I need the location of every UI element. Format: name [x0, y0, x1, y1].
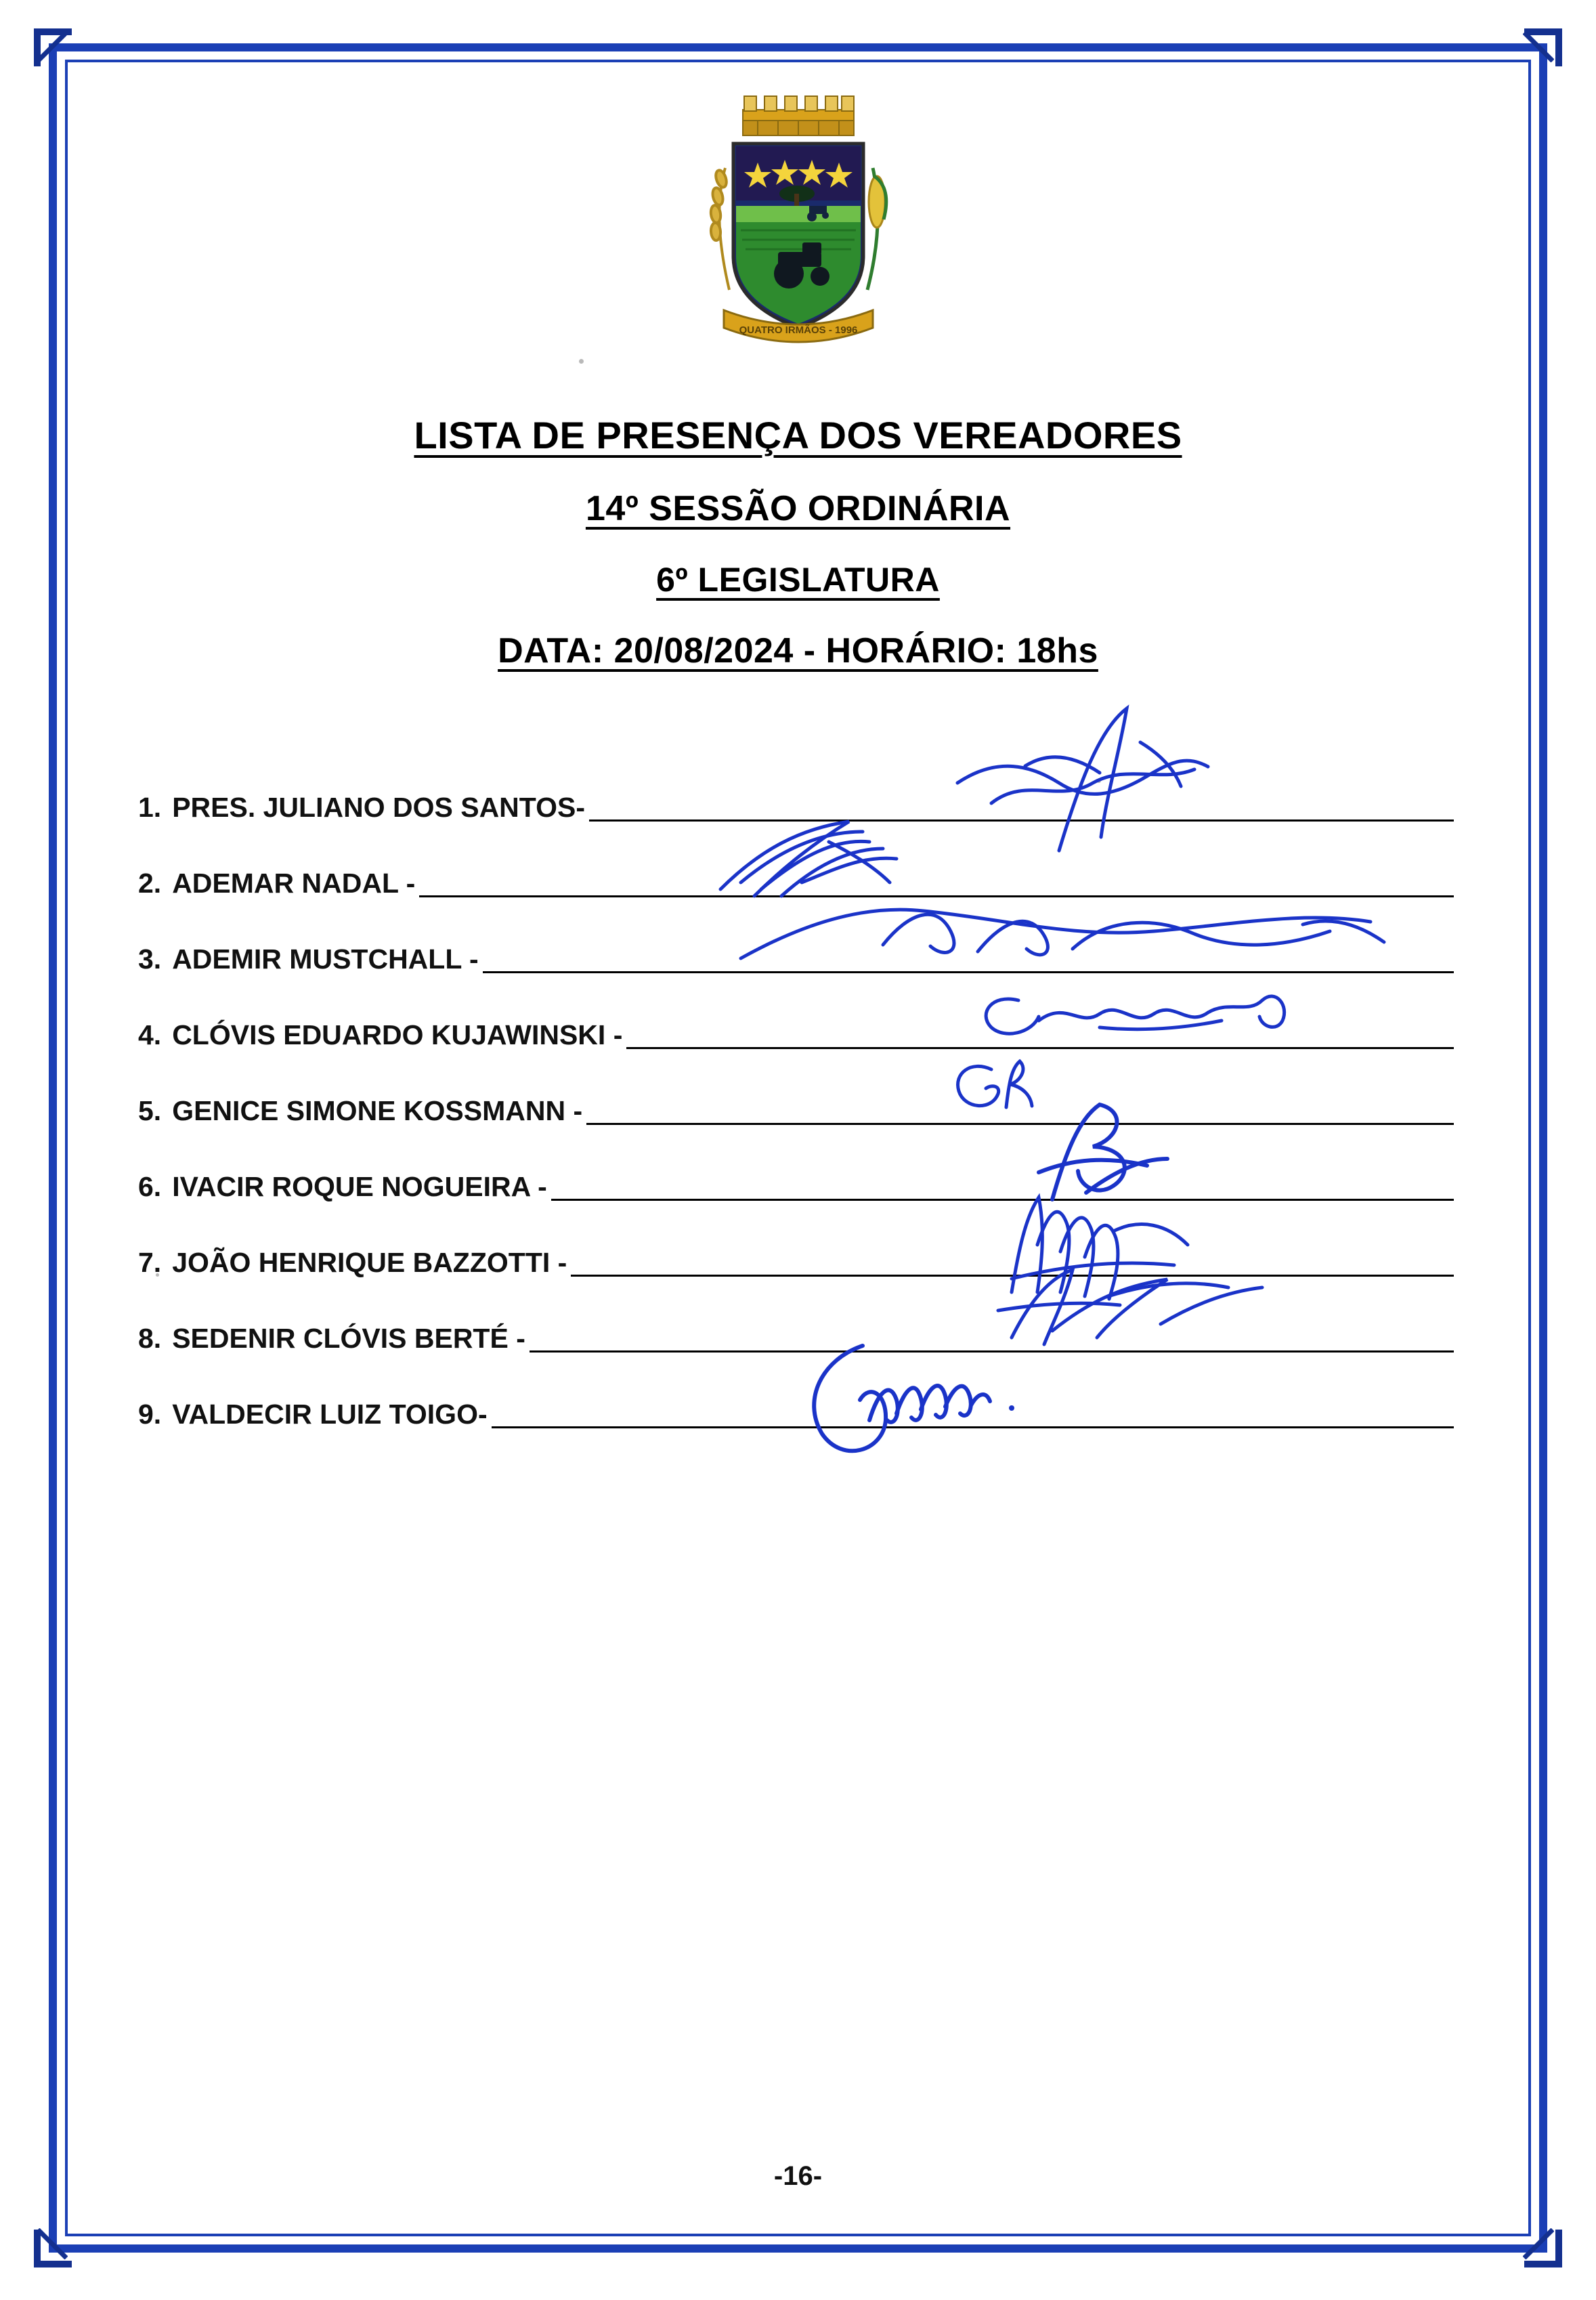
crest-container — [102, 87, 1494, 378]
signature-line[interactable] — [589, 819, 1454, 822]
attendance-row — [138, 1056, 1454, 1132]
attendance-row — [138, 1359, 1454, 1435]
coat-of-arms-icon — [676, 87, 920, 378]
attendee-number: 1. — [138, 792, 162, 823]
document-content — [102, 74, 1494, 2219]
attendance-list — [102, 752, 1494, 1435]
page-title: LISTA DE PRESENÇA DOS VEREADORES — [414, 414, 1182, 456]
attendee-number: 8. — [138, 1323, 162, 1354]
attendee-number: 3. — [138, 943, 162, 975]
attendee-number: 5. — [138, 1095, 162, 1126]
signature-line[interactable] — [530, 1350, 1454, 1353]
page-number: -16- — [773, 2161, 823, 2191]
attendance-row — [138, 980, 1454, 1056]
corner-ornament-bottom-right — [1520, 2226, 1562, 2267]
attendee-name: CLÓVIS EDUARDO KUJAWINSKI - — [172, 1019, 623, 1050]
crest-motto: QUATRO IRMÃOS - 1996 — [739, 324, 857, 336]
date-time-subtitle: DATA: 20/08/2024 - HORÁRIO: 18hs — [498, 631, 1098, 670]
attendee-name: SEDENIR CLÓVIS BERTÉ - — [172, 1323, 525, 1354]
signature-mark — [964, 973, 1330, 1055]
signature-mark — [944, 1049, 1093, 1124]
signature-line[interactable] — [492, 1426, 1454, 1428]
signature-line[interactable] — [419, 895, 1454, 897]
attendee-number: 2. — [138, 868, 162, 899]
attendee-name: PRES. JULIANO DOS SANTOS- — [172, 792, 585, 823]
attendee-name: IVACIR ROQUE NOGUEIRA - — [172, 1171, 547, 1202]
corner-ornament-top-left — [34, 28, 76, 70]
attendance-row — [138, 904, 1454, 980]
corner-diagonal-icon — [1523, 2228, 1554, 2259]
attendee-number: 9. — [138, 1399, 162, 1430]
attendee-name: JOÃO HENRIQUE BAZZOTTI - — [172, 1247, 567, 1278]
document-titles — [102, 413, 1494, 702]
signature-line[interactable] — [571, 1274, 1454, 1277]
attendance-row — [138, 828, 1454, 904]
attendee-name: ADEMIR MUSTCHALL - — [172, 943, 479, 975]
corner-ornament-bottom-left — [34, 2226, 76, 2267]
attendee-number: 7. — [138, 1247, 162, 1278]
signature-line[interactable] — [483, 971, 1454, 973]
corner-diagonal-icon — [37, 2228, 68, 2259]
session-subtitle: 14º SESSÃO ORDINÁRIA — [585, 489, 1011, 528]
attendee-number: 4. — [138, 1019, 162, 1050]
attendance-row — [138, 1208, 1454, 1283]
signature-line[interactable] — [626, 1046, 1454, 1049]
corner-diagonal-icon — [37, 31, 68, 62]
legislature-subtitle: 6º LEGISLATURA — [656, 561, 940, 599]
signature-line[interactable] — [586, 1122, 1454, 1125]
corner-diagonal-icon — [1523, 31, 1554, 62]
signature-line[interactable] — [551, 1198, 1454, 1201]
attendance-row — [138, 752, 1454, 828]
attendee-number: 6. — [138, 1171, 162, 1202]
attendee-name: VALDECIR LUIZ TOIGO- — [172, 1399, 488, 1430]
corner-ornament-top-right — [1520, 28, 1562, 70]
attendance-row — [138, 1283, 1454, 1359]
attendee-name: GENICE SIMONE KOSSMANN - — [172, 1095, 583, 1126]
attendance-row — [138, 1132, 1454, 1208]
attendee-name: ADEMAR NADAL - — [172, 868, 416, 899]
